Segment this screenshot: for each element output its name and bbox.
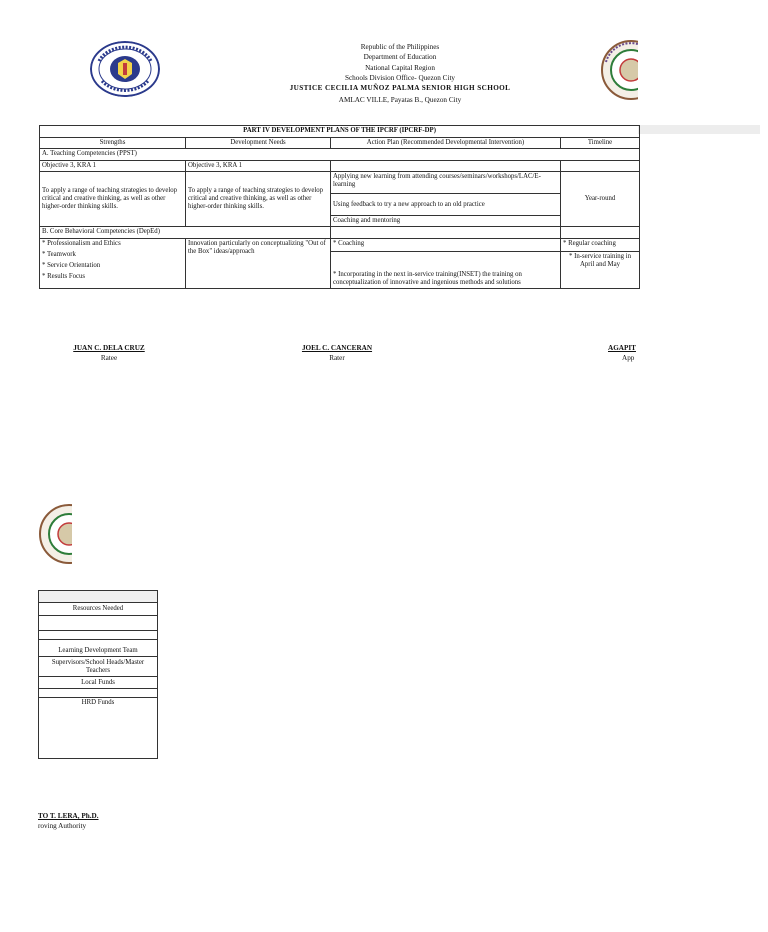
- resource-item: HRD Funds: [39, 698, 158, 759]
- core-strength-item: * Service Orientation: [42, 262, 101, 269]
- header-region: National Capital Region: [365, 63, 435, 72]
- gray-strip: [638, 125, 760, 134]
- page2-approver-signature: [38, 811, 99, 831]
- action-blank-cell: [331, 161, 561, 172]
- resources-table: [38, 590, 158, 759]
- resource-item: Supervisors/School Heads/Master Teachers: [39, 657, 158, 677]
- column-action-plan: Action Plan (Recommended Developmental Intervention): [331, 138, 561, 149]
- resources-blank-row: [39, 616, 158, 631]
- page2-approver-name: TO T. LERA, Ph.D.: [38, 812, 99, 820]
- rater-role: Rater: [329, 354, 345, 362]
- strength-text: To apply a range of teaching strategies to develop critical and creative thinking, as well as other higher-order thinking skills.: [40, 172, 186, 227]
- header-department: Department of Education: [363, 53, 437, 62]
- rater-signature: [286, 344, 388, 362]
- core-strength-item: * Professionalism and Ethics: [42, 240, 121, 247]
- rater-name: JOEL C. CANCERAN: [301, 344, 373, 352]
- ratee-name: JUAN C. DELA CRUZ: [73, 344, 145, 352]
- action-item-2: Using feedback to try a new approach to an old practice: [331, 194, 561, 216]
- core-action-inset: * Incorporating in the next in-service training(INSET) the training on conceptualization of innovative and ingenious methods and solutions: [331, 252, 561, 289]
- resources-title-blank: [39, 591, 158, 603]
- approver-name-partial: AGAPIT: [608, 344, 636, 352]
- timeline-year-round: Year-round: [561, 172, 640, 227]
- resource-item: Local Funds: [39, 677, 158, 689]
- strength-objective: Objective 3, KRA 1: [40, 161, 186, 172]
- timeline-blank-cell: [561, 161, 640, 172]
- need-text: To apply a range of teaching strategies to develop critical and creative thinking, as well as other higher-order thinking skills.: [186, 172, 331, 227]
- need-objective: Objective 3, KRA 1: [186, 161, 331, 172]
- approver-signature-partial: [608, 344, 640, 362]
- development-plan-table: [39, 125, 640, 289]
- section-b-label: B. Core Behavioral Competencies (DepEd): [40, 227, 331, 239]
- approver-role-partial: App: [622, 354, 635, 362]
- section-a-label: A. Teaching Competencies (PPST): [40, 149, 640, 161]
- action-item-1: Applying new learning from attending courses/seminars/workshops/LAC/E-learning: [331, 172, 561, 194]
- resources-blank-row: [39, 631, 158, 640]
- core-development-need: Innovation particularly on conceptualizing "Out of the Box" ideas/approach: [186, 239, 331, 289]
- column-development-needs: Development Needs: [186, 138, 331, 149]
- core-strength-item: * Teamwork: [42, 251, 76, 258]
- core-strengths-list: [40, 239, 186, 289]
- ratee-role: Ratee: [100, 354, 118, 362]
- core-strength-item: * Results Focus: [42, 273, 86, 280]
- core-timeline-inset: * In-service training in April and May: [561, 252, 640, 289]
- column-strengths: Strengths: [40, 138, 186, 149]
- ratee-signature: [58, 344, 160, 362]
- action-item-3: Coaching and mentoring: [331, 216, 561, 227]
- header-school-name: JUSTICE CECILIA MUÑOZ PALMA SENIOR HIGH SCHOOL: [289, 84, 511, 93]
- header-division: Schools Division Office- Quezon City: [344, 73, 456, 82]
- resources-header: Resources Needed: [39, 603, 158, 616]
- resources-blank-row: [39, 689, 158, 698]
- resource-item: Learning Development Team: [39, 640, 158, 657]
- plan-title: PART IV DEVELOPMENT PLANS OF THE IPCRF (IPCRF-DP): [40, 126, 640, 138]
- page2-approver-role: roving Authority: [38, 822, 87, 830]
- core-timeline-regular: * Regular coaching: [561, 239, 640, 252]
- column-timeline: Timeline: [561, 138, 640, 149]
- core-action-coaching: * Coaching: [331, 239, 561, 252]
- header-republic: Republic of the Philippines: [360, 43, 440, 51]
- header-address: AMLAC VILLE, Payatas B., Quezon City: [338, 96, 462, 105]
- section-b-blank-action: [331, 227, 561, 239]
- section-b-blank-timeline: [561, 227, 640, 239]
- document-header: [0, 42, 768, 106]
- school-seal-logo-page2: [38, 504, 72, 564]
